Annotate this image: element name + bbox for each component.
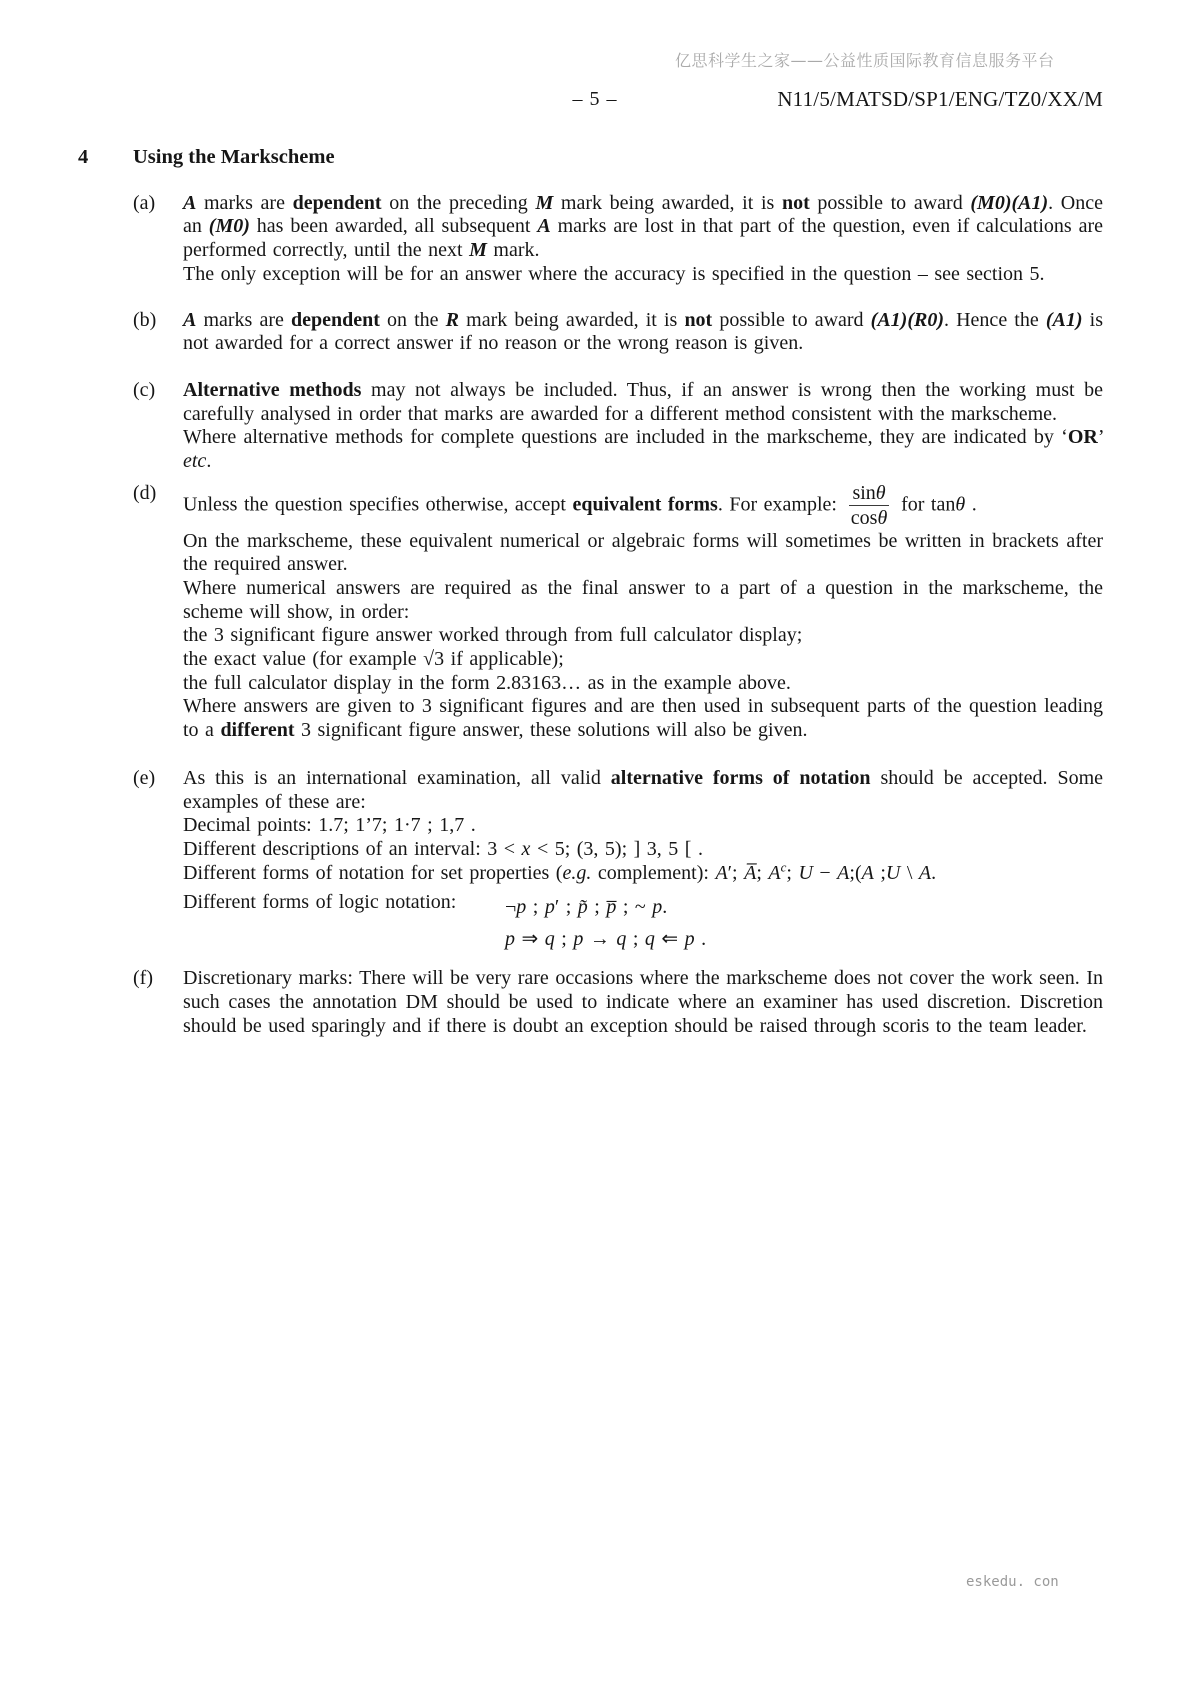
logic-notation-row [183,891,1103,955]
logic-formula-line: ¬p ; p′ ; p̃ ; p̅ ; ~ p. [505,896,668,919]
item-f-body [183,967,1103,1038]
item-b [78,309,1103,356]
paragraph: On the markscheme, these equivalent numerical or algebraic forms will sometimes be written in brackets after the required answer. [183,529,1103,576]
paragraph: the 3 significant figure answer worked through from full calculator display; [183,624,803,647]
bottom-watermark: eskedu. con [966,1574,1059,1590]
item-f [78,967,1103,1038]
sin-cos-fraction [849,482,888,530]
item-d-label: (d) [133,481,157,504]
paragraph: A marks are dependent on the preceding M mark being awarded, it is not possible to award (M0)(A1). Once an (M0) has been awarded, all subsequent A marks are lost in that part of the question, even if calculations are performed correctly, until the next M mark. [183,191,1103,262]
item-b-label: (b) [133,308,157,331]
item-e-label: (e) [133,766,156,789]
item-f-label: (f) [133,967,153,990]
fraction-intro: Unless the question specifies otherwise, accept equivalent forms. For example: [183,493,844,516]
item-c-body [183,379,1103,474]
item-a [78,192,1103,287]
logic-notation-formulas [505,891,706,955]
section-title: Using the Markscheme [133,146,335,168]
item-b-body [183,309,1103,356]
item-d-body [183,482,1103,743]
decimal-points-line: Decimal points: 1.7; 1’7; 1·7 ; 1,7 . [183,814,476,837]
interval-line: Different descriptions of an interval: 3 < x < 5; (3, 5); ] 3, 5 [ . [183,837,703,860]
paragraph-with-fraction [183,482,1103,530]
paragraph: Discretionary marks: There will be very rare occasions where the markscheme does not cover the work seen. In such cases the annotation DM should be used to indicate where an examiner has used discretion. Discretion should be used sparingly and if there is doubt an exception should be raised through scoris to the team leader. [183,967,1103,1037]
item-d [78,482,1103,743]
paragraph: A marks are dependent on the R mark being awarded, it is not possible to award (A1)(R0). Hence the (A1) is not awarded for a correct answer if no reason or the wrong reason is given. [183,308,1103,355]
fraction-denominator: cosθ [850,507,888,530]
paragraph-sqrt: the exact value (for example √3 if applicable); [183,648,564,671]
item-a-label: (a) [133,191,156,214]
paragraph: Where alternative methods for complete questions are included in the markscheme, they are indicated by ‘OR’ etc. [183,426,1103,473]
item-e-body [183,767,1103,956]
section-heading [78,146,1103,170]
paragraph: Where answers are given to 3 significant figures and are then used in subsequent parts of the question leading to a different 3 significant figure answer, these solutions will also be given. [183,695,1103,742]
paragraph: The only exception will be for an answer where the accuracy is specified in the question – see section 5. [183,262,1045,285]
set-notation-line: Different forms of notation for set properties (e.g. complement): A′; A̅; $A^c$; U − A;(A ;U \ A. [183,859,937,884]
item-c-label: (c) [133,378,156,401]
paragraph: Where numerical answers are required as the final answer to a part of a question in the markscheme, the scheme will show, in order: [183,576,1103,623]
document-code: N11/5/MATSD/SP1/ENG/TZ0/XX/M [777,87,1103,111]
fraction-outro: for tanθ . [894,493,977,516]
logic-notation-label: Different forms of logic notation: [183,891,457,914]
section-number: 4 [78,146,89,168]
paragraph: As this is an international examination, all valid alternative forms of notation should be accepted. Some examples of these are: [183,766,1103,813]
fraction-numerator: sinθ [849,482,888,506]
item-e [78,767,1103,956]
paragraph: the full calculator display in the form 2.83163… as in the example above. [183,671,791,694]
paragraph: Alternative methods may not always be included. Thus, if an answer is wrong then the working must be carefully analysed in order that marks are awarded for a different method consistent with the markscheme. [183,378,1104,425]
item-c [78,379,1103,474]
top-watermark: 亿思科学生之家——公益性质国际教育信息服务平台 [675,51,1055,70]
page-number: – 5 – [572,88,618,110]
logic-formula-line: p ⇒ q ; p → q ; q ⇐ p . [505,928,707,951]
page-content [78,146,1103,1038]
item-a-body [183,192,1103,287]
